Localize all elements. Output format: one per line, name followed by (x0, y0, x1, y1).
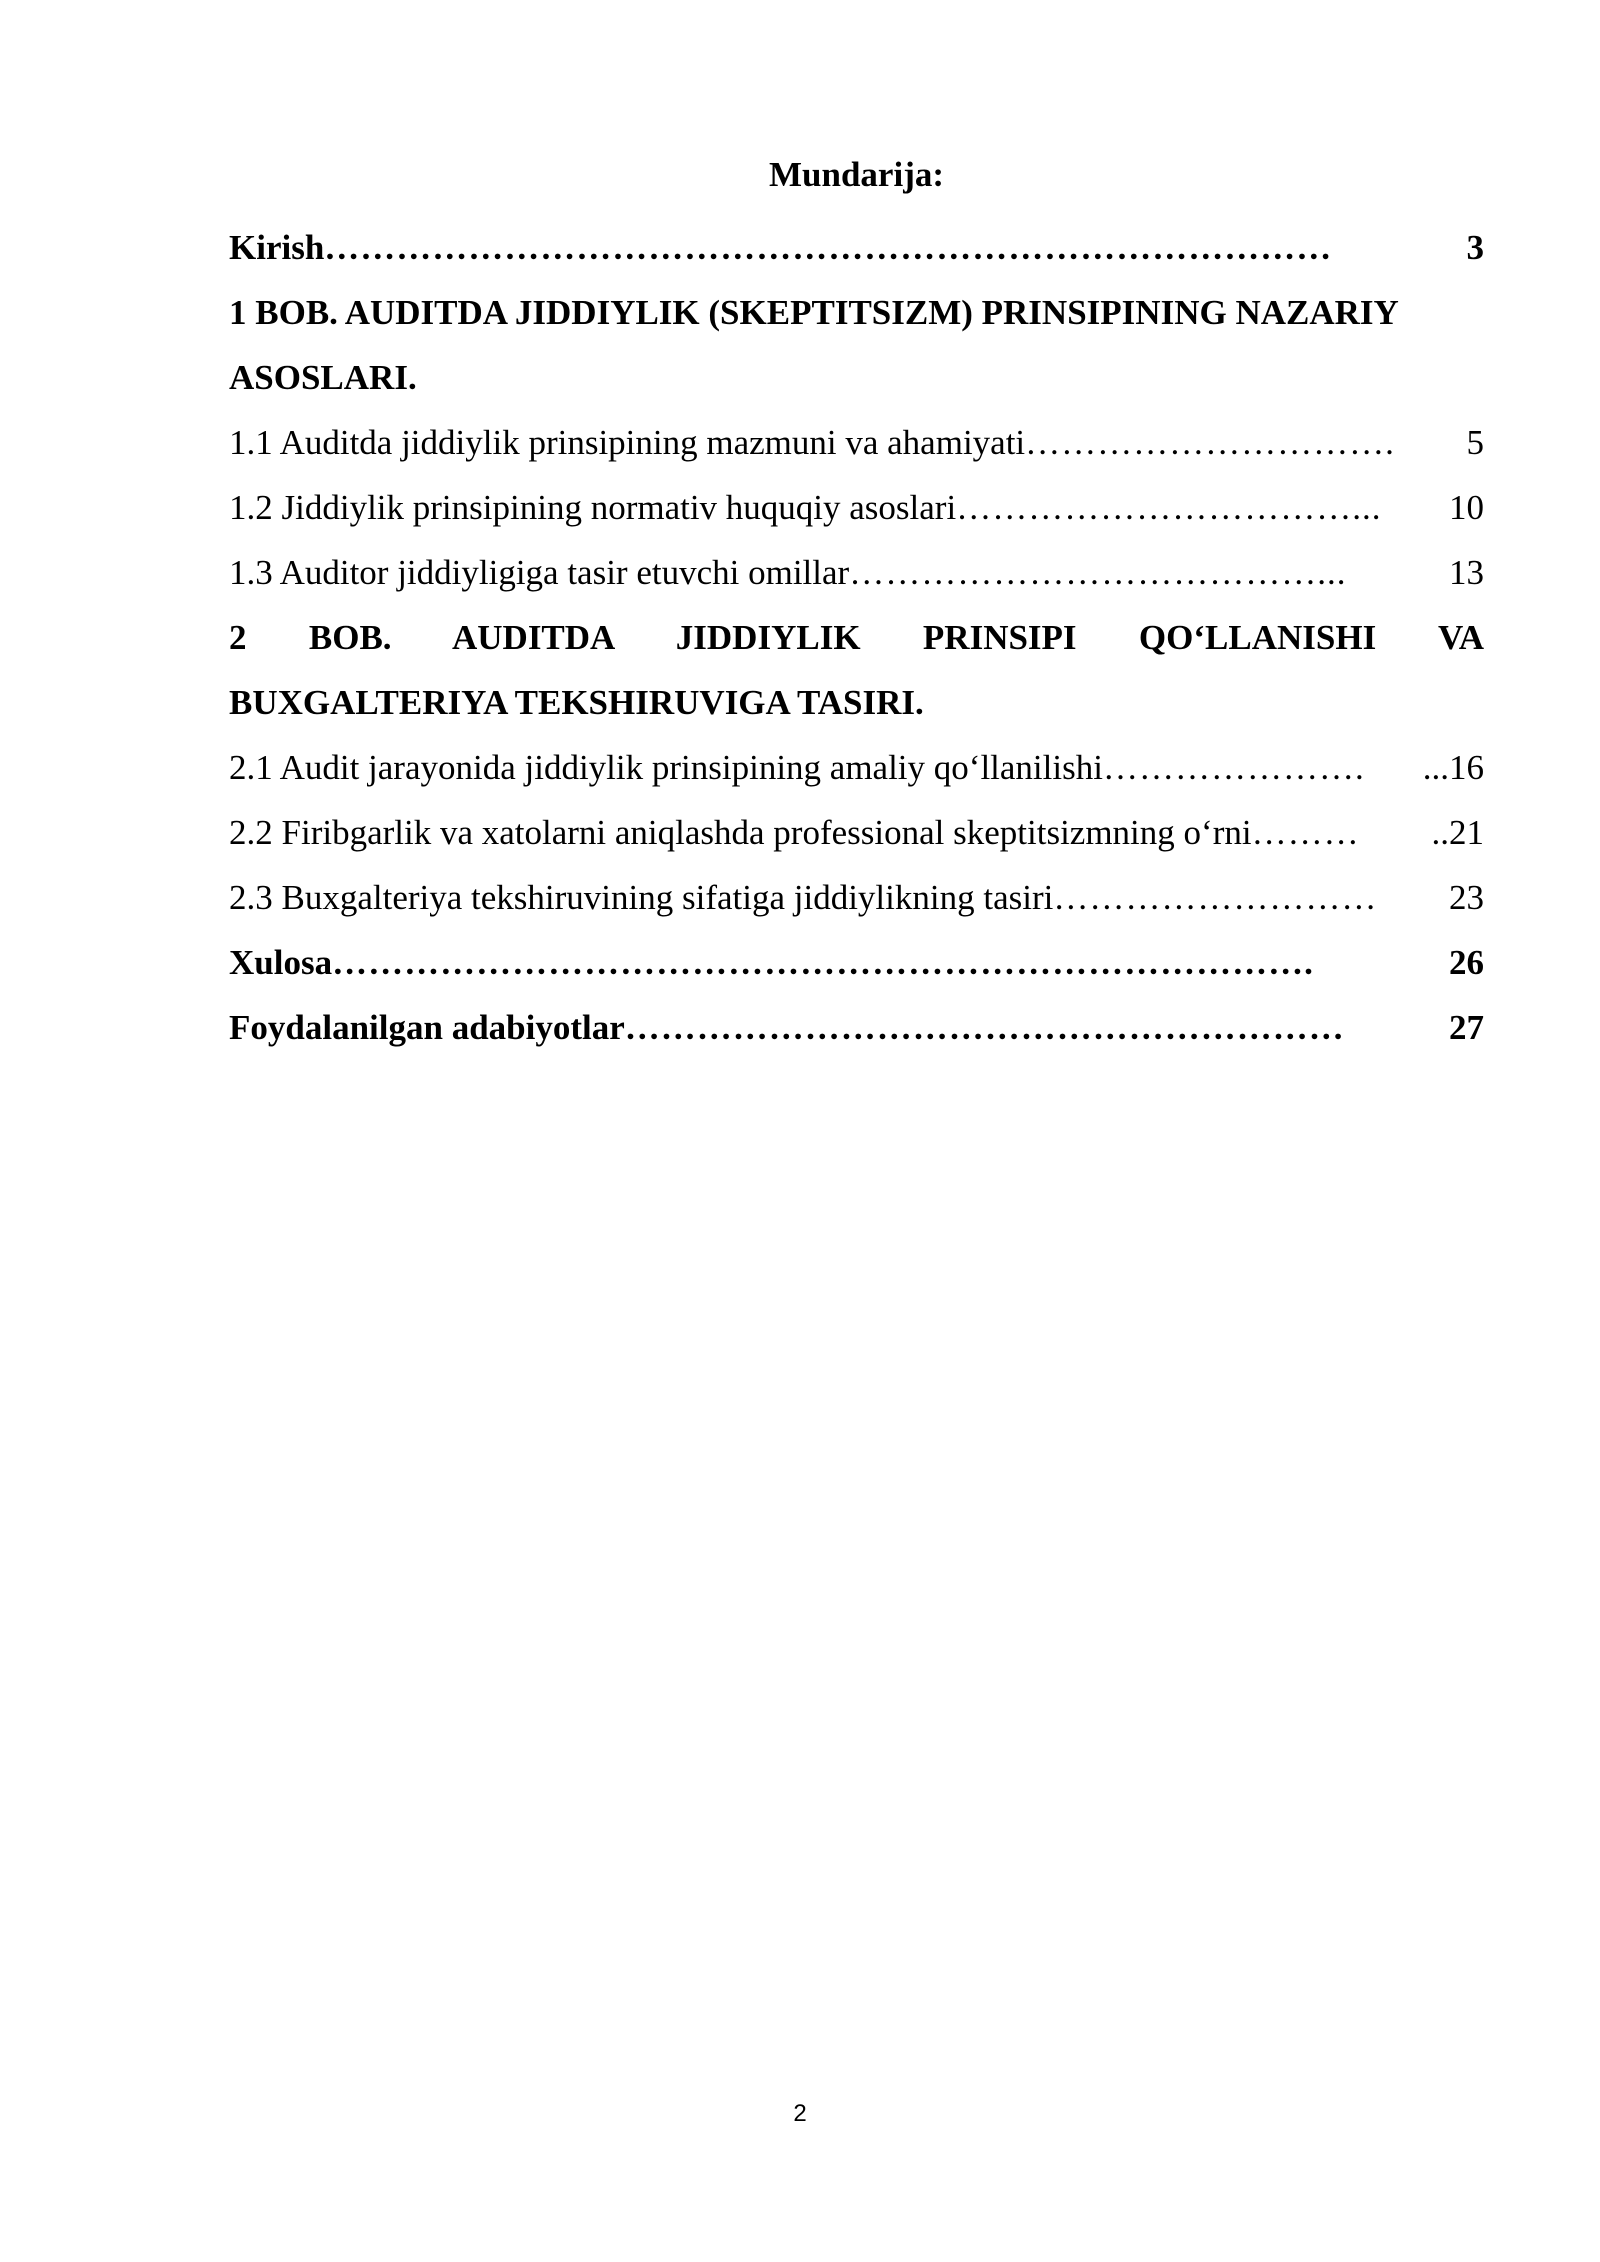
toc-entry-label: 1.3 Auditor jiddiyligiga tasir etuvchi omillar (229, 553, 850, 592)
toc-entry-2-1 (229, 735, 1484, 800)
toc-leader-dots: ………………………………………………………………………. (332, 943, 1314, 982)
toc-entry-1-1 (229, 410, 1484, 475)
toc-entry-label: 1.1 Auditda jiddiylik prinsipining mazmuni va ahamiyati (229, 423, 1026, 462)
toc-page-number: 23 (1449, 878, 1484, 917)
toc-entry-1-3 (229, 540, 1484, 605)
toc-entry-kirish (229, 215, 1484, 280)
toc-page-number: ..21 (1431, 813, 1484, 852)
toc-entry-1-2 (229, 475, 1484, 540)
toc-entry-label: Foydalanilgan adabiyotlar (229, 1008, 625, 1047)
page-number: 2 (793, 2100, 807, 2127)
table-of-contents (229, 150, 1484, 1060)
toc-page-number: 10 (1449, 488, 1484, 527)
toc-page-number: 3 (1466, 228, 1484, 267)
toc-entry-2-3 (229, 865, 1484, 930)
toc-page-number: 5 (1466, 423, 1484, 462)
toc-leader-dots: …………………………………………………… (624, 1008, 1345, 1047)
toc-page-number: 26 (1449, 943, 1484, 982)
toc-chapter-2 (229, 605, 1484, 735)
toc-chapter-2-line-2: BUXGALTERIYA TEKSHIRUVIGA TASIRI. (229, 683, 924, 722)
toc-leader-dots: …………………………………... (849, 553, 1347, 592)
toc-title (229, 150, 1484, 200)
toc-entry-adabiyotlar (229, 995, 1484, 1060)
toc-entry-label: 2.1 Audit jarayonida jiddiylik prinsipining amaliy qo‘llanilishi (229, 748, 1103, 787)
toc-chapter-2-line-1: 2 BOB. AUDITDA JIDDIYLIK PRINSIPI QO‘LLANISHI VA (229, 618, 1484, 657)
toc-entry-label: Xulosa (229, 943, 333, 982)
toc-chapter-1-line-1: 1 BOB. AUDITDA JIDDIYLIK (SKEPTITSIZM) PRINSIPINING NAZARIY (229, 293, 1399, 332)
toc-leader-dots: …………………………. (1025, 423, 1395, 462)
toc-leader-dots: …………………. (1102, 748, 1365, 787)
toc-leader-dots: ………………………………………………………………………… (324, 228, 1333, 267)
toc-leader-dots: ……… (1251, 813, 1360, 852)
toc-chapter-1-line-2: ASOSLARI. (229, 358, 417, 397)
toc-leader-dots: ……………………………... (956, 488, 1382, 527)
toc-entry-label: 2.2 Firibgarlik va xatolarni aniqlashda professional skeptitsizmning o‘rni (229, 813, 1252, 852)
toc-entry-xulosa (229, 930, 1484, 995)
toc-entry-label: 1.2 Jiddiylik prinsipining normativ huquqiy asoslari (229, 488, 957, 527)
toc-page-number: ...16 (1422, 748, 1484, 787)
toc-entry-2-2 (229, 800, 1484, 865)
toc-page-number: 27 (1449, 1008, 1484, 1047)
toc-entry-label: 2.3 Buxgalteriya tekshiruvining sifatiga jiddiylikning tasiri (229, 878, 1054, 917)
toc-leader-dots: ……………………… (1053, 878, 1378, 917)
toc-chapter-1 (229, 280, 1484, 410)
toc-entry-label: Kirish (229, 228, 325, 267)
toc-page-number: 13 (1449, 553, 1484, 592)
toc-title-text: Mundarija: (769, 155, 944, 194)
